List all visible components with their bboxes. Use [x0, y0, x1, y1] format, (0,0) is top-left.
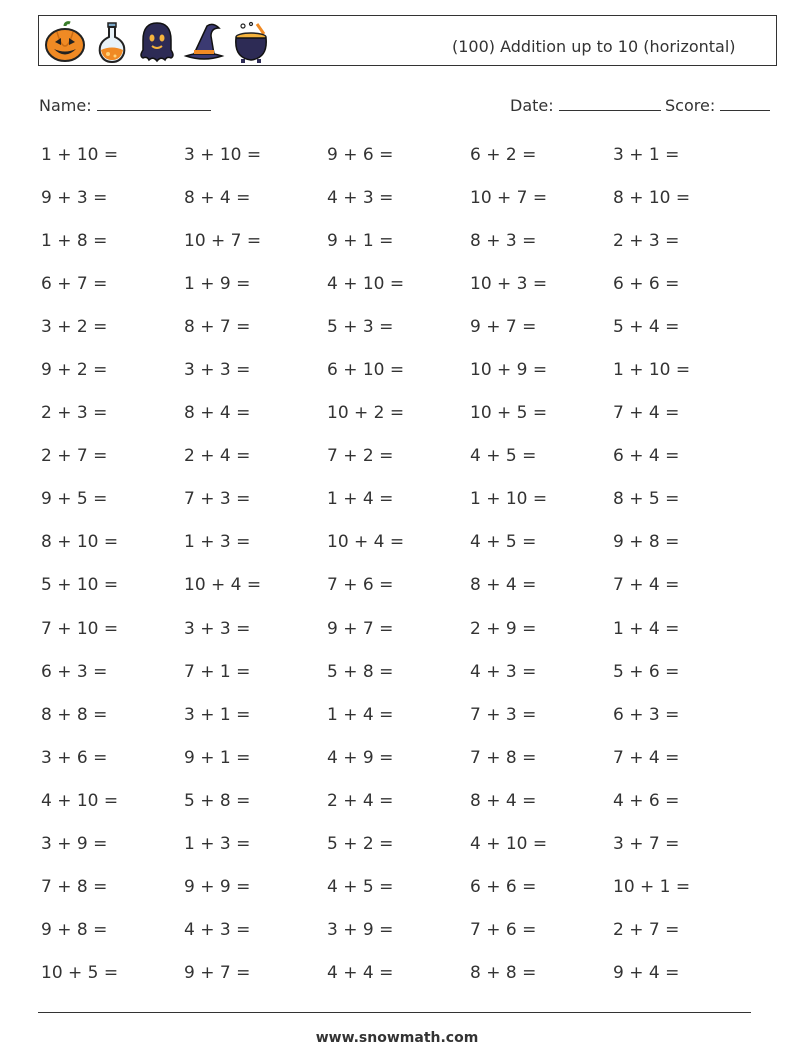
- witch-hat-icon: [183, 20, 225, 64]
- header-icons: [43, 20, 271, 64]
- problem-item: 5 + 4 =: [613, 316, 680, 337]
- problem-item: 9 + 7 =: [470, 316, 537, 337]
- footer-site[interactable]: www.snowmath.com: [315, 1030, 479, 1046]
- problem-row: [41, 909, 761, 952]
- problem-item: 1 + 3 =: [184, 532, 251, 553]
- problem-item: 1 + 3 =: [184, 834, 251, 855]
- problem-item: 9 + 9 =: [184, 877, 251, 898]
- problem-item: 4 + 10 =: [327, 273, 405, 294]
- problem-item: 9 + 3 =: [41, 187, 108, 208]
- problem-grid: [41, 133, 761, 995]
- problem-item: 9 + 7 =: [184, 963, 251, 984]
- problem-item: 10 + 4 =: [327, 532, 405, 553]
- problem-row: [41, 736, 761, 779]
- problem-item: 2 + 7 =: [613, 920, 680, 941]
- problem-item: 6 + 6 =: [470, 877, 537, 898]
- name-field[interactable]: [39, 94, 211, 115]
- worksheet-title: (100) Addition up to 10 (horizontal): [452, 37, 736, 56]
- problem-item: 10 + 3 =: [470, 273, 548, 294]
- problem-row: [41, 219, 761, 262]
- problem-item: 10 + 1 =: [613, 877, 691, 898]
- ghost-icon: [137, 20, 177, 64]
- problem-item: 5 + 6 =: [613, 661, 680, 682]
- problem-item: 4 + 3 =: [184, 920, 251, 941]
- problem-item: 6 + 6 =: [613, 273, 680, 294]
- problem-item: 10 + 9 =: [470, 360, 548, 381]
- problem-item: 3 + 10 =: [184, 144, 262, 165]
- problem-item: 4 + 9 =: [327, 747, 394, 768]
- problem-row: [41, 305, 761, 348]
- problem-item: 8 + 10 =: [613, 187, 691, 208]
- problem-item: 7 + 10 =: [41, 618, 119, 639]
- problem-item: 2 + 3 =: [613, 230, 680, 251]
- problem-item: 9 + 4 =: [613, 963, 680, 984]
- problem-item: 10 + 2 =: [327, 403, 405, 424]
- problem-item: 10 + 5 =: [41, 963, 119, 984]
- problem-row: [41, 779, 761, 822]
- problem-item: 7 + 8 =: [41, 877, 108, 898]
- problem-item: 9 + 2 =: [41, 360, 108, 381]
- problem-item: 6 + 4 =: [613, 446, 680, 467]
- problem-item: 2 + 4 =: [184, 446, 251, 467]
- problem-item: 3 + 1 =: [613, 144, 680, 165]
- problem-item: 4 + 4 =: [327, 963, 394, 984]
- problem-item: 7 + 4 =: [613, 403, 680, 424]
- problem-row: [41, 521, 761, 564]
- problem-item: 8 + 4 =: [470, 575, 537, 596]
- name-blank[interactable]: [97, 94, 211, 111]
- problem-row: [41, 607, 761, 650]
- score-blank[interactable]: [720, 94, 770, 111]
- problem-item: 7 + 1 =: [184, 661, 251, 682]
- problem-item: 3 + 9 =: [327, 920, 394, 941]
- problem-item: 8 + 4 =: [470, 790, 537, 811]
- problem-item: 10 + 4 =: [184, 575, 262, 596]
- score-label: Score:: [665, 96, 716, 115]
- problem-row: [41, 392, 761, 435]
- problem-item: 5 + 3 =: [327, 316, 394, 337]
- problem-item: 5 + 10 =: [41, 575, 119, 596]
- problem-item: 8 + 8 =: [470, 963, 537, 984]
- problem-item: 1 + 10 =: [470, 489, 548, 510]
- problem-item: 2 + 3 =: [41, 403, 108, 424]
- problem-item: 7 + 2 =: [327, 446, 394, 467]
- problem-row: [41, 693, 761, 736]
- problem-item: 6 + 7 =: [41, 273, 108, 294]
- problem-item: 4 + 3 =: [470, 661, 537, 682]
- problem-item: 6 + 3 =: [613, 704, 680, 725]
- problem-item: 3 + 3 =: [184, 360, 251, 381]
- problem-item: 4 + 5 =: [470, 446, 537, 467]
- problem-item: 5 + 2 =: [327, 834, 394, 855]
- problem-row: [41, 564, 761, 607]
- problem-item: 9 + 6 =: [327, 144, 394, 165]
- problem-row: [41, 478, 761, 521]
- problem-item: 3 + 6 =: [41, 747, 108, 768]
- problem-item: 7 + 8 =: [470, 747, 537, 768]
- problem-item: 7 + 3 =: [184, 489, 251, 510]
- problem-item: 2 + 9 =: [470, 618, 537, 639]
- problem-item: 2 + 4 =: [327, 790, 394, 811]
- problem-item: 9 + 8 =: [613, 532, 680, 553]
- problem-item: 3 + 3 =: [184, 618, 251, 639]
- problem-item: 3 + 1 =: [184, 704, 251, 725]
- problem-item: 6 + 2 =: [470, 144, 537, 165]
- problem-row: [41, 866, 761, 909]
- date-label: Date:: [510, 96, 554, 115]
- problem-row: [41, 952, 761, 995]
- problem-item: 1 + 9 =: [184, 273, 251, 294]
- score-field[interactable]: [665, 94, 770, 115]
- problem-item: 1 + 4 =: [327, 489, 394, 510]
- problem-item: 4 + 3 =: [327, 187, 394, 208]
- name-label: Name:: [39, 96, 92, 115]
- problem-item: 8 + 3 =: [470, 230, 537, 251]
- problem-row: [41, 262, 761, 305]
- problem-item: 7 + 6 =: [470, 920, 537, 941]
- problem-item: 1 + 10 =: [41, 144, 119, 165]
- problem-item: 7 + 4 =: [613, 575, 680, 596]
- problem-item: 4 + 5 =: [470, 532, 537, 553]
- problem-item: 4 + 6 =: [613, 790, 680, 811]
- problem-item: 1 + 4 =: [613, 618, 680, 639]
- problem-item: 3 + 7 =: [613, 834, 680, 855]
- footer-divider: [38, 1012, 751, 1013]
- problem-item: 3 + 2 =: [41, 316, 108, 337]
- problem-row: [41, 650, 761, 693]
- cauldron-icon: [231, 20, 271, 64]
- problem-item: 7 + 3 =: [470, 704, 537, 725]
- problem-item: 9 + 7 =: [327, 618, 394, 639]
- problem-item: 1 + 10 =: [613, 360, 691, 381]
- problem-item: 10 + 7 =: [470, 187, 548, 208]
- pumpkin-icon: [43, 20, 87, 64]
- problem-item: 7 + 6 =: [327, 575, 394, 596]
- problem-item: 6 + 3 =: [41, 661, 108, 682]
- problem-item: 5 + 8 =: [184, 790, 251, 811]
- problem-item: 10 + 5 =: [470, 403, 548, 424]
- problem-item: 4 + 5 =: [327, 877, 394, 898]
- header-box: [38, 15, 777, 66]
- problem-item: 1 + 8 =: [41, 230, 108, 251]
- problem-item: 8 + 10 =: [41, 532, 119, 553]
- problem-item: 4 + 10 =: [41, 790, 119, 811]
- problem-item: 9 + 5 =: [41, 489, 108, 510]
- problem-item: 6 + 10 =: [327, 360, 405, 381]
- problem-item: 5 + 8 =: [327, 661, 394, 682]
- problem-item: 8 + 5 =: [613, 489, 680, 510]
- problem-row: [41, 133, 761, 176]
- problem-item: 9 + 1 =: [184, 747, 251, 768]
- problem-item: 9 + 1 =: [327, 230, 394, 251]
- problem-item: 2 + 7 =: [41, 446, 108, 467]
- problem-item: 3 + 9 =: [41, 834, 108, 855]
- problem-item: 9 + 8 =: [41, 920, 108, 941]
- date-blank[interactable]: [559, 94, 661, 111]
- potion-icon: [93, 20, 131, 64]
- problem-row: [41, 348, 761, 391]
- problem-item: 1 + 4 =: [327, 704, 394, 725]
- problem-item: 8 + 8 =: [41, 704, 108, 725]
- problem-item: 8 + 4 =: [184, 187, 251, 208]
- problem-item: 10 + 7 =: [184, 230, 262, 251]
- problem-row: [41, 823, 761, 866]
- problem-row: [41, 435, 761, 478]
- date-field[interactable]: [510, 94, 661, 115]
- problem-item: 8 + 7 =: [184, 316, 251, 337]
- problem-item: 7 + 4 =: [613, 747, 680, 768]
- problem-item: 8 + 4 =: [184, 403, 251, 424]
- problem-row: [41, 176, 761, 219]
- problem-item: 4 + 10 =: [470, 834, 548, 855]
